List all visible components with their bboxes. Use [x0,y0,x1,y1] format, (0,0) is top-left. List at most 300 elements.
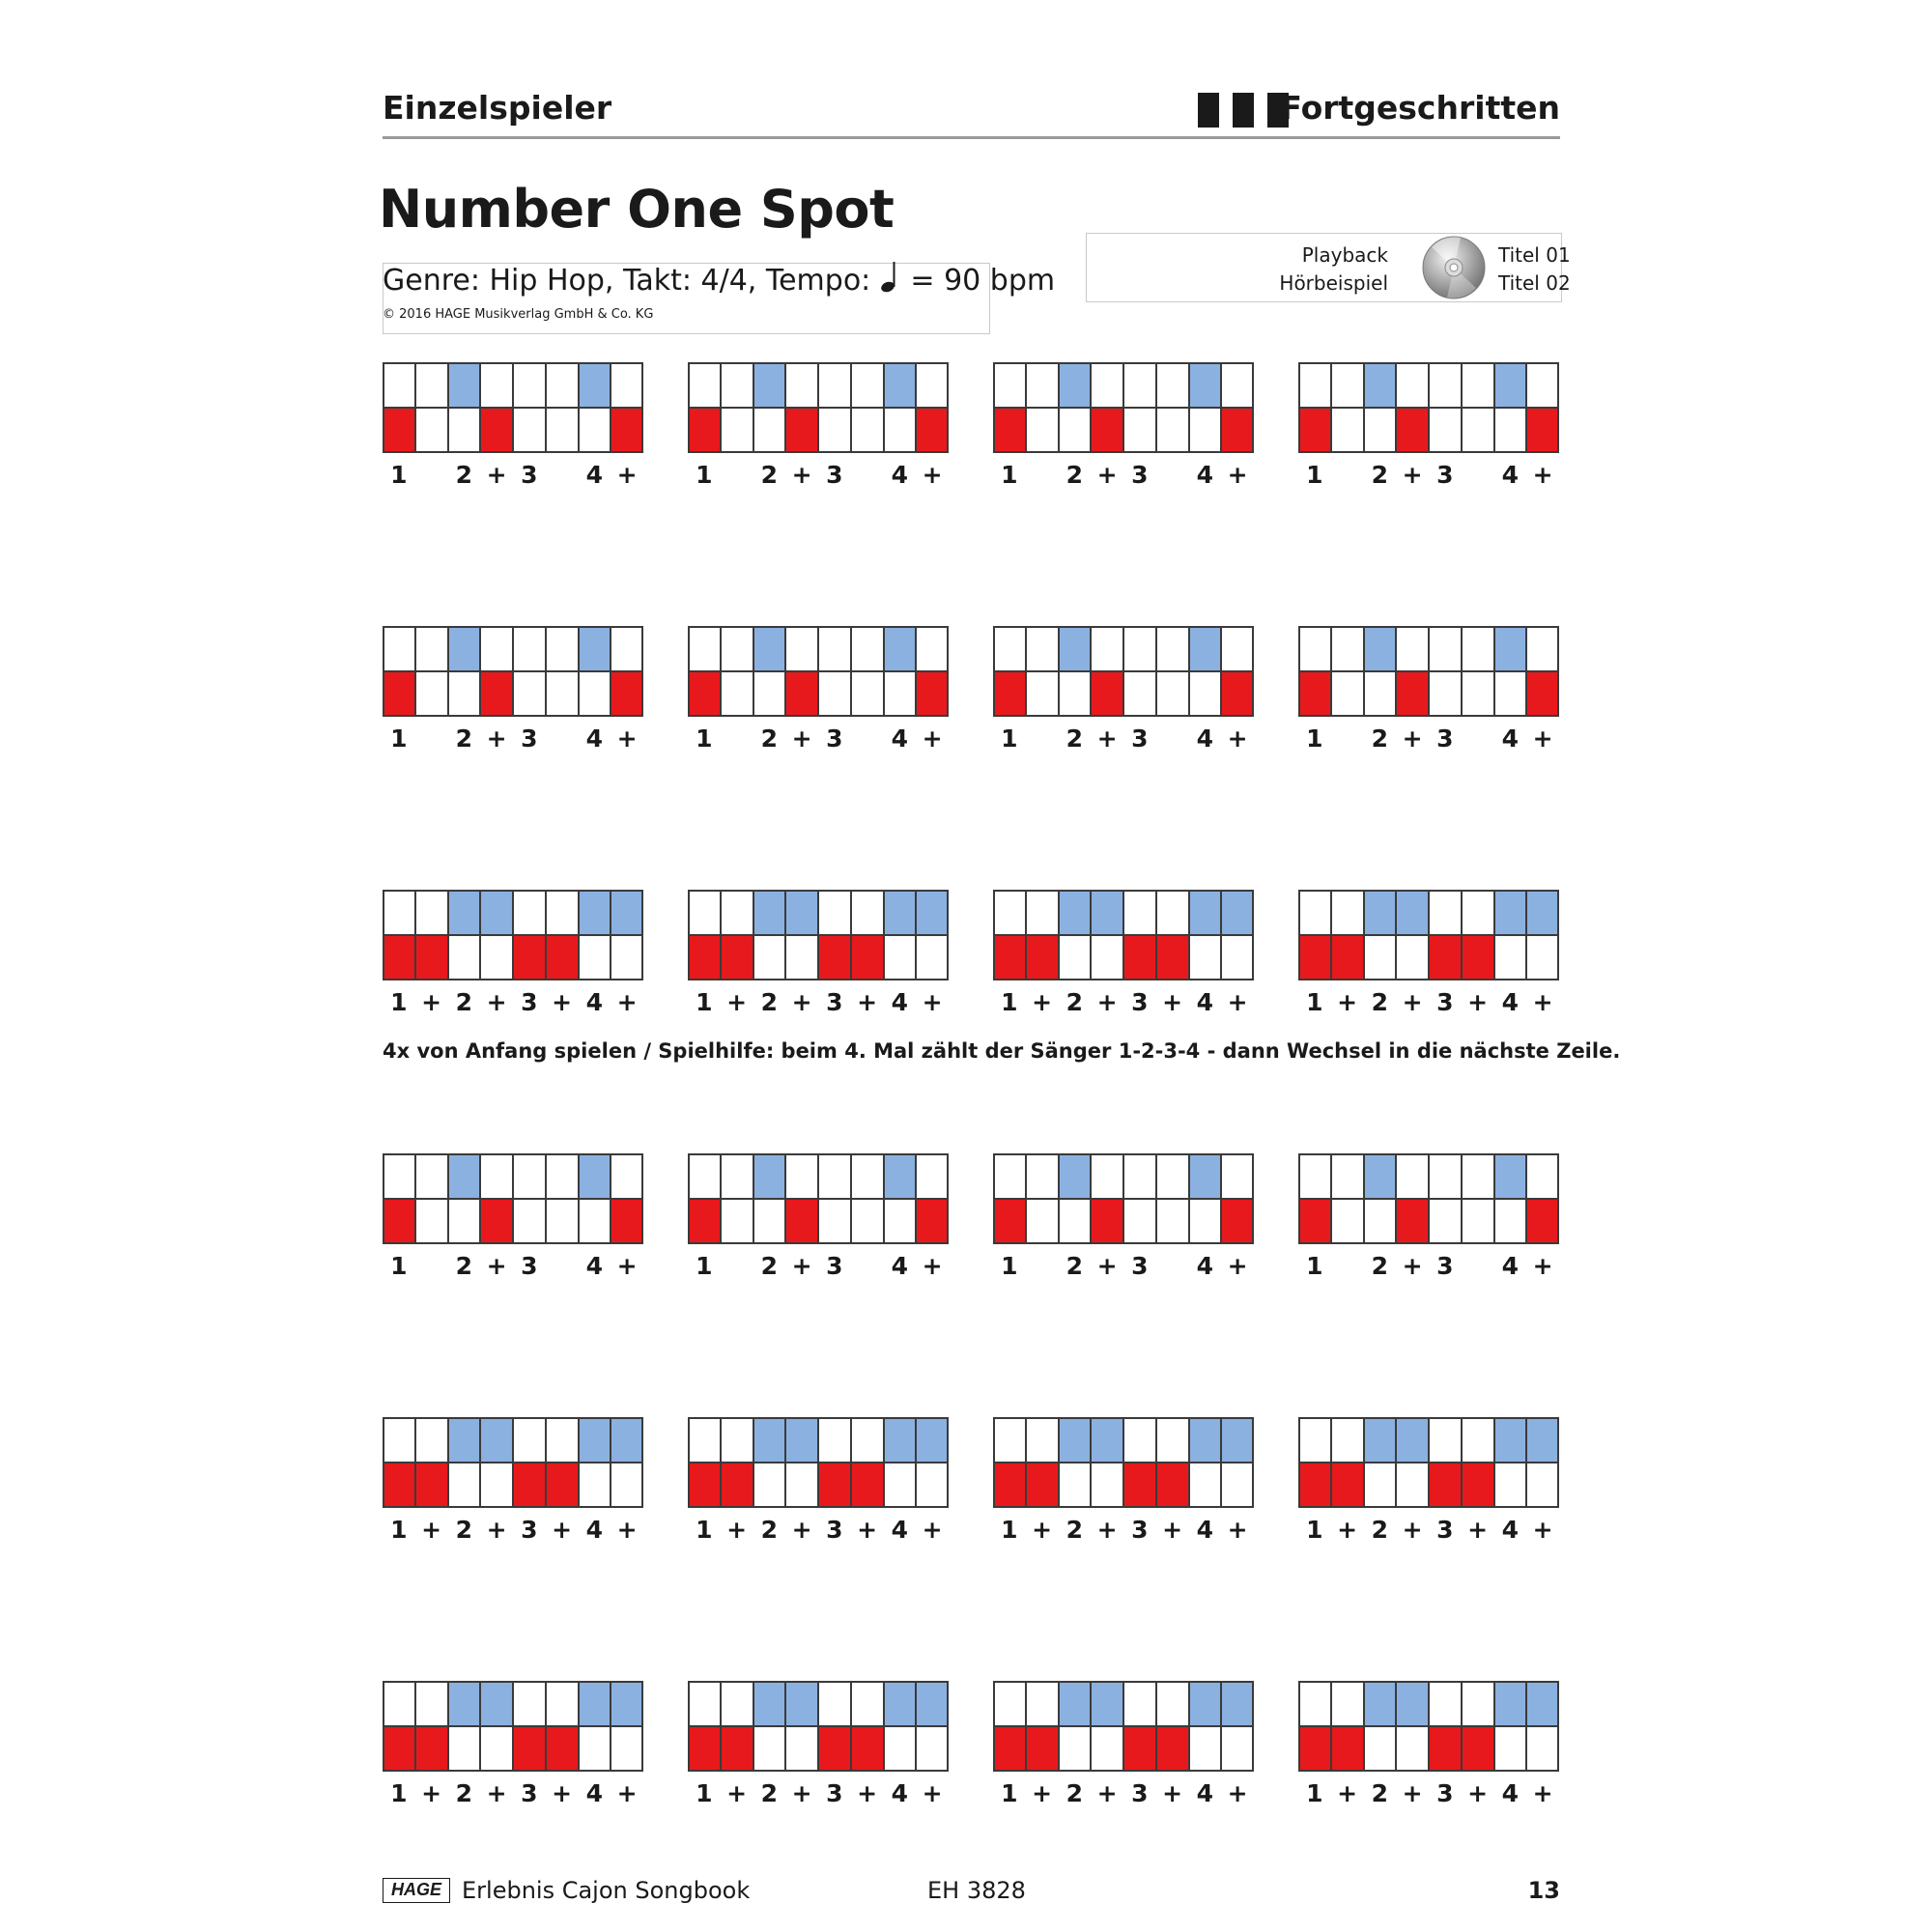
beat-count-label: 1 [696,1516,713,1544]
empty-cell [1494,1463,1527,1508]
empty-cell [1396,1463,1429,1508]
bass-hit-cell [1396,1199,1429,1244]
bass-hit-cell [383,935,415,980]
beat-count-label: 3 [521,1779,538,1807]
beat-count-label: 2 [1065,1516,1084,1544]
beat-count-label: + [791,1252,812,1280]
empty-cell [851,626,884,671]
bass-hit-cell [916,671,949,717]
empty-cell [546,1417,579,1463]
slap-hit-cell [611,1681,643,1726]
beat-count-label: 3 [1131,1516,1149,1544]
bass-hit-cell [1091,1199,1123,1244]
slap-hit-cell [480,1417,513,1463]
empty-cell [513,1417,546,1463]
empty-cell [1298,1153,1331,1199]
empty-cell [818,362,851,408]
empty-cell [1026,1417,1059,1463]
beat-count-label: 1 [1001,1252,1018,1280]
empty-cell [1123,671,1156,717]
empty-cell [851,362,884,408]
rhythm-grid [993,1153,1254,1244]
empty-cell [513,1153,546,1199]
beat-count-label: 2 [1065,1252,1084,1280]
empty-cell [1189,408,1222,453]
empty-cell [721,362,753,408]
slap-hit-cell [1364,1681,1397,1726]
empty-cell [993,890,1026,935]
slap-hit-cell [579,890,611,935]
empty-cell [1429,1153,1462,1199]
empty-cell [721,1153,753,1199]
bass-hit-cell [415,1463,448,1508]
slap-hit-cell [753,362,786,408]
beat-count-label: + [1096,724,1118,753]
beat-count-label: 4 [585,461,604,489]
slap-hit-cell [1059,1681,1092,1726]
empty-cell [611,1153,643,1199]
beat-count-label: 3 [521,461,538,489]
empty-cell [688,626,721,671]
rhythm-grid [383,1417,643,1508]
beat-count-label: + [726,988,748,1016]
beat-count-label: + [1162,1516,1183,1544]
slap-hit-cell [480,1681,513,1726]
empty-cell [818,1199,851,1244]
bass-hit-cell [1156,935,1189,980]
beat-count-label: + [791,1516,812,1544]
slap-hit-cell [753,626,786,671]
beat-count-label: 4 [891,988,909,1016]
beat-count-label: 1 [696,461,713,489]
rhythm-grid [383,1153,643,1244]
empty-cell [884,408,917,453]
empty-cell [448,1463,481,1508]
empty-cell [1462,1681,1494,1726]
beat-count-label: 4 [1196,1779,1214,1807]
empty-cell [1462,1199,1494,1244]
bass-hit-cell [688,1726,721,1772]
beat-count-label: + [1337,1779,1358,1807]
beat-count-label: + [552,1779,573,1807]
empty-cell [1331,362,1364,408]
empty-cell [1396,1726,1429,1772]
beat-count-label: 2 [1371,724,1389,753]
empty-cell [851,1199,884,1244]
empty-cell [1156,1681,1189,1726]
beat-count-label: + [922,461,943,489]
empty-cell [1494,671,1527,717]
empty-cell [1462,890,1494,935]
beat-count-label: 4 [891,1516,909,1544]
slap-hit-cell [1364,362,1397,408]
example-track: Titel 02 [1498,271,1571,295]
beat-count-label: + [1096,1779,1118,1807]
beat-count-label: 2 [760,1779,779,1807]
beat-count-label: + [922,1516,943,1544]
bass-hit-cell [818,935,851,980]
slap-hit-cell [448,626,481,671]
empty-cell [1331,626,1364,671]
beat-count-label: + [791,1779,812,1807]
empty-cell [415,1681,448,1726]
empty-cell [1331,1199,1364,1244]
bass-hit-cell [1396,408,1429,453]
hage-logo-text: HAGE [390,1880,442,1899]
empty-cell [1059,408,1092,453]
beat-count-label: 3 [521,988,538,1016]
bass-hit-cell [916,408,949,453]
empty-cell [916,1726,949,1772]
beat-count-label: 2 [760,988,779,1016]
beat-count-label: 3 [1131,988,1149,1016]
beat-count-label: 4 [1196,724,1214,753]
beat-count-label: + [616,1516,638,1544]
slap-hit-cell [785,890,818,935]
empty-cell [851,408,884,453]
bass-hit-cell [611,1199,643,1244]
beat-count-label: + [1402,1779,1423,1807]
beat-count-label: 2 [455,1252,473,1280]
bass-hit-cell [1331,935,1364,980]
slap-hit-cell [753,1681,786,1726]
slap-hit-cell [1189,890,1222,935]
hage-logo [383,1878,450,1903]
beat-count-label: + [1532,1252,1553,1280]
beat-count-label: + [1227,988,1248,1016]
beat-count-label: + [1096,1516,1118,1544]
bass-hit-cell [546,935,579,980]
bass-hit-cell [383,1199,415,1244]
bass-hit-cell [1526,408,1559,453]
empty-cell [851,1153,884,1199]
beat-count-label: 2 [455,988,473,1016]
bass-hit-cell [1526,671,1559,717]
empty-cell [916,362,949,408]
beat-count-label: + [726,1779,748,1807]
beat-count-label: 2 [1065,461,1084,489]
empty-cell [480,626,513,671]
empty-cell [1189,1199,1222,1244]
empty-cell [993,1153,1026,1199]
beat-count-label: 4 [1501,1779,1520,1807]
beat-count-label: 2 [1065,724,1084,753]
slap-hit-cell [1364,626,1397,671]
empty-cell [916,1153,949,1199]
quarter-note-icon [880,259,901,294]
slap-hit-cell [1221,1417,1254,1463]
empty-cell [721,1199,753,1244]
bass-hit-cell [546,1726,579,1772]
empty-cell [1429,671,1462,717]
empty-cell [1429,1417,1462,1463]
bass-hit-cell [480,1199,513,1244]
beat-count-label: 3 [1131,461,1149,489]
bass-hit-cell [688,1199,721,1244]
slap-hit-cell [884,626,917,671]
bass-hit-cell [688,408,721,453]
bass-hit-cell [851,1463,884,1508]
bass-hit-cell [1156,1463,1189,1508]
beat-count-label: 4 [1196,1516,1214,1544]
slap-hit-cell [448,1681,481,1726]
empty-cell [1189,935,1222,980]
bass-hit-cell [383,1463,415,1508]
bass-hit-cell [785,1199,818,1244]
beat-count-label: 3 [826,1516,843,1544]
bass-hit-cell [1123,935,1156,980]
beat-count-label: + [922,1252,943,1280]
slap-hit-cell [1189,362,1222,408]
beat-count-label: + [486,461,507,489]
empty-cell [785,1153,818,1199]
beat-count-label: + [857,1516,878,1544]
slap-hit-cell [579,626,611,671]
empty-cell [1026,890,1059,935]
bass-hit-cell [480,671,513,717]
rhythm-grid [688,1417,949,1508]
beat-count-label: + [922,988,943,1016]
empty-cell [721,671,753,717]
bass-hit-cell [1298,1463,1331,1508]
empty-cell [785,626,818,671]
bass-hit-cell [1331,1726,1364,1772]
cd-icon [1422,236,1486,299]
header-difficulty: Fortgeschritten [1280,89,1560,127]
cd-tracks [1498,242,1571,298]
empty-cell [1364,671,1397,717]
slap-hit-cell [785,1417,818,1463]
beat-count-label: 2 [1371,1779,1389,1807]
slap-hit-cell [753,1417,786,1463]
bass-hit-cell [1123,1463,1156,1508]
beat-count-label: 4 [891,724,909,753]
empty-cell [1429,1681,1462,1726]
beat-count-label: + [1227,1252,1248,1280]
beat-count-label: + [726,1516,748,1544]
empty-cell [1526,626,1559,671]
empty-cell [1026,671,1059,717]
beat-count-label: + [1402,461,1423,489]
bass-hit-cell [851,935,884,980]
beat-count-label: 4 [1501,1516,1520,1544]
empty-cell [1123,362,1156,408]
empty-cell [1189,1726,1222,1772]
beat-count-label: 4 [891,1779,909,1807]
beat-count-label: 2 [760,461,779,489]
beat-count-label: 4 [891,461,909,489]
empty-cell [546,671,579,717]
empty-cell [1156,671,1189,717]
empty-cell [1123,626,1156,671]
beat-count-label: + [616,724,638,753]
beat-count-label: 3 [1436,461,1454,489]
beat-count-label: + [1467,1516,1489,1544]
beat-count-label: 2 [1371,461,1389,489]
bass-hit-cell [1156,1726,1189,1772]
beat-count-label: 3 [826,724,843,753]
bass-hit-cell [993,1199,1026,1244]
beat-count-label: 1 [390,724,408,753]
rhythm-grid [1298,1153,1559,1244]
empty-cell [1189,1463,1222,1508]
difficulty-level-bars [1198,93,1289,128]
empty-cell [546,1199,579,1244]
bass-hit-cell [785,408,818,453]
empty-cell [1331,408,1364,453]
empty-cell [1156,890,1189,935]
bass-hit-cell [1298,1199,1331,1244]
beat-count-label: + [552,1516,573,1544]
beat-count-label: + [1227,1779,1248,1807]
empty-cell [1494,408,1527,453]
empty-cell [1526,1463,1559,1508]
beat-count-label: + [421,988,442,1016]
rhythm-grid [688,1153,949,1244]
bass-hit-cell [1221,671,1254,717]
bass-hit-cell [1429,1726,1462,1772]
beat-count-label: + [1532,1779,1553,1807]
empty-cell [383,1681,415,1726]
slap-hit-cell [884,1153,917,1199]
empty-cell [480,1153,513,1199]
beat-count-label: 1 [1306,724,1323,753]
empty-cell [721,408,753,453]
rhythm-grid [993,1417,1254,1508]
beat-count-label: 1 [1001,988,1018,1016]
slap-hit-cell [480,890,513,935]
slap-hit-cell [579,1153,611,1199]
empty-cell [688,1153,721,1199]
empty-cell [1026,362,1059,408]
beat-count-label: 1 [390,988,408,1016]
slap-hit-cell [1189,626,1222,671]
bass-hit-cell [1331,1463,1364,1508]
beat-count-label: 1 [696,1779,713,1807]
empty-cell [448,1726,481,1772]
empty-cell [1396,935,1429,980]
empty-cell [1059,1199,1092,1244]
empty-cell [1526,362,1559,408]
slap-hit-cell [448,362,481,408]
beat-count-label: + [1337,1516,1358,1544]
bass-hit-cell [1462,935,1494,980]
empty-cell [1331,1681,1364,1726]
empty-cell [611,362,643,408]
slap-hit-cell [1364,1417,1397,1463]
beat-count-label: 3 [1131,724,1149,753]
beat-count-label: 3 [521,1516,538,1544]
rhythm-grid [993,626,1254,717]
empty-cell [480,1726,513,1772]
empty-cell [1462,408,1494,453]
empty-cell [1331,1417,1364,1463]
beat-count-label: 1 [390,1516,408,1544]
empty-cell [1123,1417,1156,1463]
beat-count-label: 1 [696,1252,713,1280]
beat-count-label: + [1162,988,1183,1016]
beat-count-label: + [1467,988,1489,1016]
empty-cell [916,626,949,671]
beat-count-label: + [421,1779,442,1807]
bass-hit-cell [688,671,721,717]
empty-cell [851,671,884,717]
rhythm-grid [1298,1681,1559,1772]
slap-hit-cell [579,1681,611,1726]
beat-count-label: + [1227,1516,1248,1544]
empty-cell [1221,1463,1254,1508]
empty-cell [513,1681,546,1726]
empty-cell [1364,408,1397,453]
bass-hit-cell [1396,671,1429,717]
beat-count-label: + [791,461,812,489]
empty-cell [753,671,786,717]
beat-count-label: + [486,1252,507,1280]
empty-cell [611,626,643,671]
empty-cell [818,890,851,935]
song-title: Number One Spot [379,179,895,240]
slap-hit-cell [884,1681,917,1726]
slap-hit-cell [1494,362,1527,408]
beat-count-label: 1 [1001,1516,1018,1544]
beat-count-label: + [486,1516,507,1544]
empty-cell [1091,362,1123,408]
slap-hit-cell [1059,1153,1092,1199]
bass-hit-cell [513,1463,546,1508]
empty-cell [1091,1463,1123,1508]
empty-cell [448,1199,481,1244]
slap-hit-cell [785,1681,818,1726]
slap-hit-cell [916,1417,949,1463]
beat-count-label: 4 [1501,461,1520,489]
slap-hit-cell [579,1417,611,1463]
beat-count-label: 2 [455,1779,473,1807]
beat-count-label: 2 [760,1252,779,1280]
rhythm-grid [1298,362,1559,453]
beat-count-label: + [1532,988,1553,1016]
beat-count-label: 4 [585,724,604,753]
beat-count-label: 2 [455,1516,473,1544]
beat-count-label: 3 [826,988,843,1016]
slap-hit-cell [1494,1153,1527,1199]
beat-count-label: + [616,988,638,1016]
empty-cell [1494,935,1527,980]
rhythm-grid [383,890,643,980]
beat-count-label: + [616,1252,638,1280]
playback-label: Playback [1301,243,1388,267]
empty-cell [1059,935,1092,980]
empty-cell [1364,1199,1397,1244]
empty-cell [415,890,448,935]
beat-count-label: + [1227,461,1248,489]
empty-cell [1156,1199,1189,1244]
empty-cell [1123,1153,1156,1199]
empty-cell [1396,362,1429,408]
empty-cell [818,626,851,671]
empty-cell [785,1726,818,1772]
bass-hit-cell [993,935,1026,980]
beat-count-label: 1 [390,461,408,489]
beat-count-label: 2 [760,1516,779,1544]
beat-count-label: 3 [1131,1779,1149,1807]
bass-hit-cell [993,1726,1026,1772]
empty-cell [1298,890,1331,935]
empty-cell [1221,1726,1254,1772]
beat-count-label: 3 [521,1252,538,1280]
empty-cell [1221,626,1254,671]
slap-hit-cell [1091,1417,1123,1463]
empty-cell [916,1463,949,1508]
